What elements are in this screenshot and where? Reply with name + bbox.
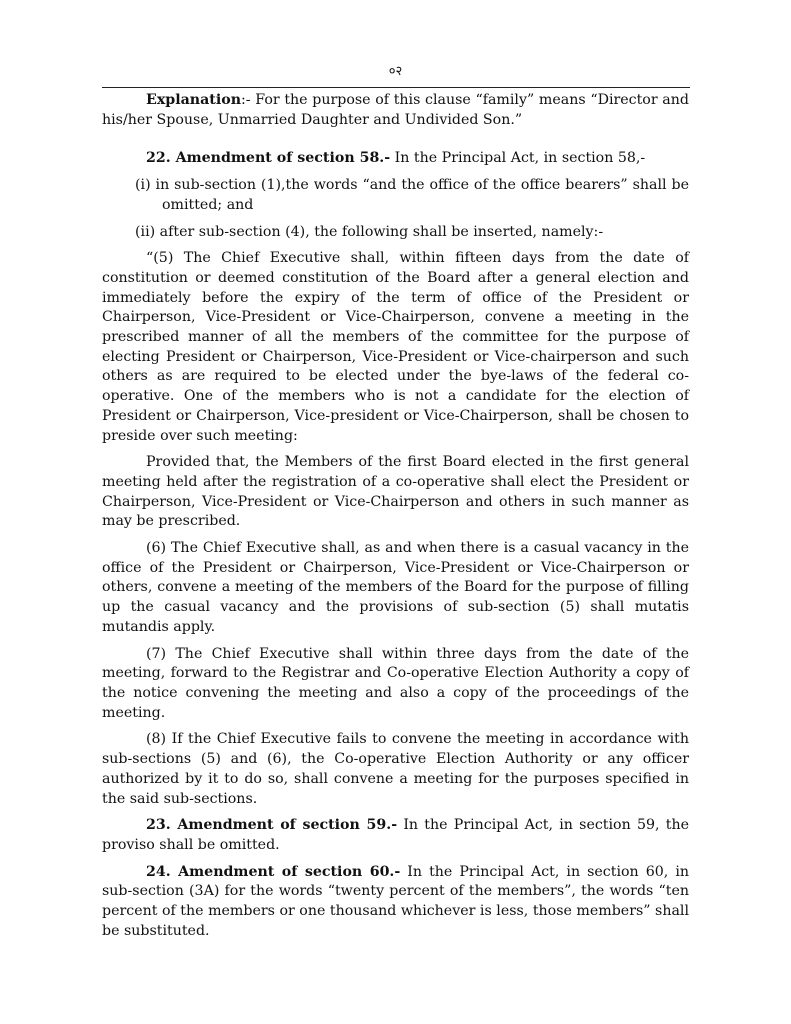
section-24-text: In the Principal Act, in section 60, in sub-section (3A) for the words “twenty percent of the members”, the words “ten percent of the members or one thousand whichever is less, those members” shall be substituted. (102, 863, 689, 939)
proviso: Provided that, the Members of the first Board elected in the first general meeting held after the registration of a co-operative shall elect the President or Chairperson, Vice-President or Vice-Chairperson and others in such manner as may be prescribed. (102, 454, 689, 530)
section-22-item-ii: (ii) after sub-section (4), the following shall be inserted, namely:- (135, 223, 604, 240)
explanation-paragraph (102, 91, 689, 130)
subsection-7: (7) The Chief Executive shall within three days from the date of the meeting, forward to the Registrar and Co-operative Election Authority a copy of the notice convening the meeting and also a copy of the proceedings of the meeting. (102, 645, 689, 721)
section-23-heading: 23. Amendment of section 59.- (146, 817, 398, 834)
section-22-text: In the Principal Act, in section 58,- (390, 150, 646, 167)
section-23-text: In the Principal Act, in section 59, the proviso shall be omitted. (102, 817, 689, 853)
document-body (102, 91, 689, 941)
section-22-heading: 22. Amendment of section 58.- (146, 150, 391, 167)
explanation-text: :- For the purpose of this clause “family” means “Director and his/her Spouse, Unmarried Daughter and Undivided Son.” (102, 92, 689, 128)
subsection-8: (8) If the Chief Executive fails to convene the meeting in accordance with sub-sections (5) and (6), the Co-operative Election Authority or any officer authorized by it to do so, shall convene a meeting for the purposes specified in the said sub-sections. (102, 731, 689, 807)
header-rule (102, 87, 690, 88)
section-22 (102, 149, 689, 169)
section-24 (102, 863, 689, 942)
subsection-6: (6) The Chief Executive shall, as and when there is a casual vacancy in the office of the President or Chairperson, Vice-President or Vice-Chairperson or others, convene a meeting of the members of the Board for the purpose of filling up the casual vacancy and the provisions of sub-section (5) shall mutatis mutandis apply. (102, 540, 689, 635)
section-23 (102, 816, 689, 855)
section-24-heading: 24. Amendment of section 60.- (146, 863, 401, 880)
page-number: ०२ (388, 64, 403, 79)
subsection-5: “(5) The Chief Executive shall, within fifteen days from the date of constitution or deemed constitution of the Board after a general election and immediately before the expiry of the term of office of the President or Chairperson, Vice-President or Vice-Chairperson, convene a meeting in the prescribed manner of all the members of the committee for the purpose of electing President or Chairperson, Vice-President or Vice-chairperson and such others as are required to be elected under the bye-laws of the federal co-operative. One of the members who is not a candidate for the election of President or Chairperson, Vice-president or Vice-Chairperson, shall be chosen to preside over such meeting: (102, 250, 689, 444)
section-22-item-i: (i) in sub-section (1),the words “and the office of the office bearers” shall be omitted; and (135, 177, 689, 213)
explanation-label: Explanation (146, 92, 242, 108)
